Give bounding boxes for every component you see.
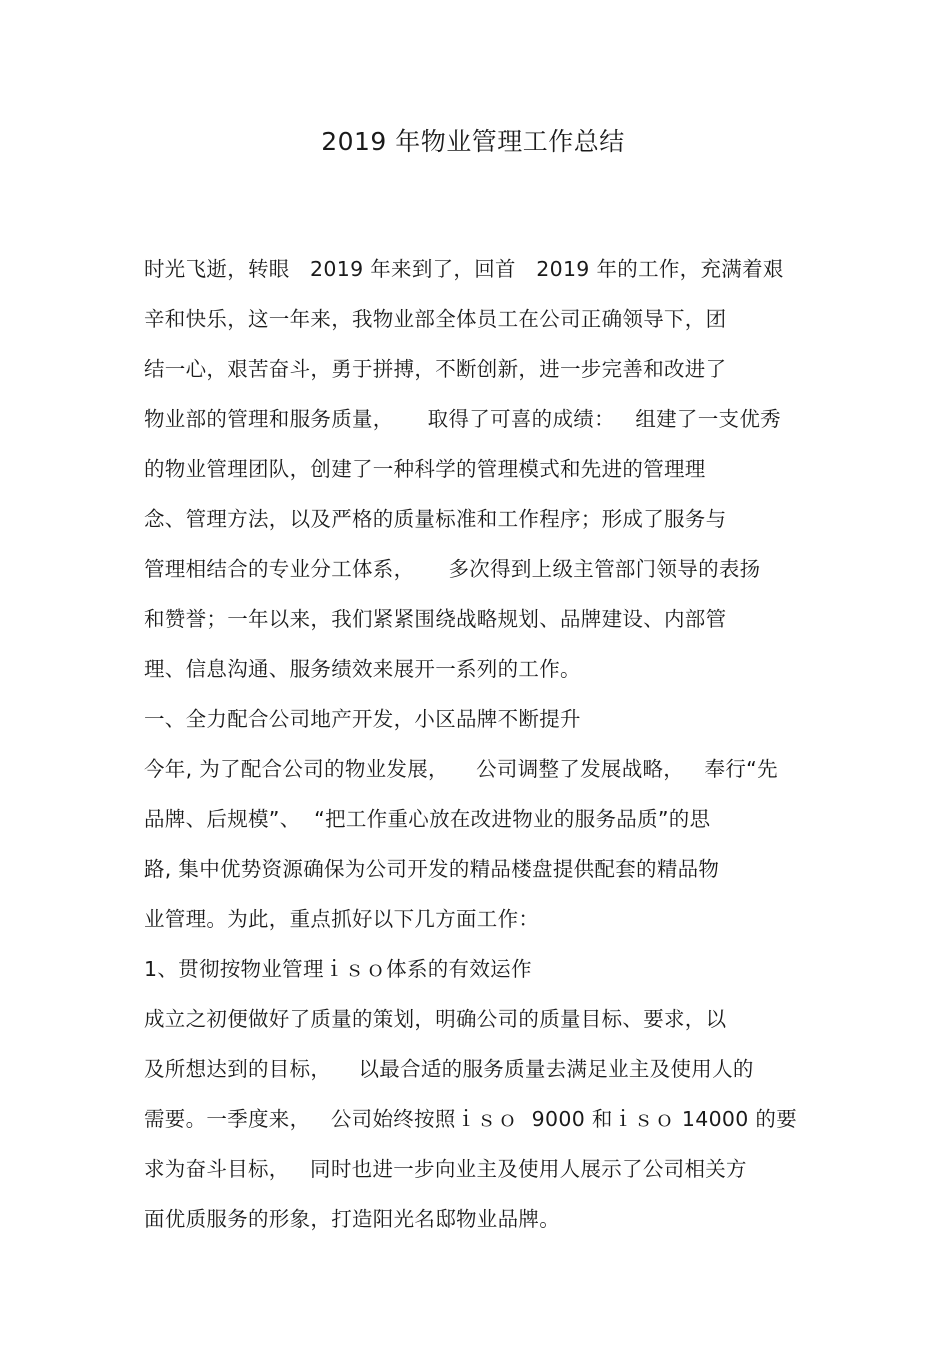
paragraph-line: 理、信息沟通、服务绩效来展开一系列的工作。: [144, 657, 581, 681]
document-title: 2019 年物业管理工作总结: [321, 127, 625, 156]
paragraph-line: 品牌、后规模”、 “把工作重心放在改进物业的服务品质”的思: [144, 807, 711, 831]
paragraph-line: 成立之初便做好了质量的策划，明确公司的质量目标、要求，以: [144, 1007, 727, 1031]
paragraph-line: 今年, 为了配合公司的物业发展， 公司调整了发展战略， 奉行“先: [144, 757, 778, 781]
paragraph-line: 需要。一季度来， 公司始终按照ｉｓｏ 9000 和ｉｓｏ 14000 的要: [144, 1107, 798, 1131]
section-heading: 一、全力配合公司地产开发，小区品牌不断提升: [144, 707, 581, 731]
paragraph-line: 物业部的管理和服务质量， 取得了可喜的成绩： 组建了一支优秀: [144, 407, 781, 431]
document-body: [144, 248, 844, 1248]
subsection-heading: 1、贯彻按物业管理ｉｓｏ体系的有效运作: [144, 957, 532, 981]
paragraph-line: 路, 集中优势资源确保为公司开发的精品楼盘提供配套的精品物: [144, 857, 720, 881]
paragraph-line: 面优质服务的形象，打造阳光名邸物业品牌。: [144, 1207, 560, 1231]
paragraph-line: 时光飞逝，转眼 2019 年来到了，回首 2019 年的工作，充满着艰: [144, 257, 784, 281]
paragraph-line: 求为奋斗目标， 同时也进一步向业主及使用人展示了公司相关方: [144, 1157, 747, 1181]
paragraph-line: 辛和快乐，这一年来，我物业部全体员工在公司正确领导下，团: [144, 307, 727, 331]
paragraph-line: 和赞誉；一年以来，我们紧紧围绕战略规划、品牌建设、内部管: [144, 607, 727, 631]
paragraph-line: 管理相结合的专业分工体系， 多次得到上级主管部门领导的表扬: [144, 557, 761, 581]
paragraph-line: 念、管理方法，以及严格的质量标准和工作程序；形成了服务与: [144, 507, 727, 531]
paragraph-line: 业管理。为此，重点抓好以下几方面工作：: [144, 907, 540, 931]
paragraph-line: 结一心，艰苦奋斗，勇于拼搏，不断创新，进一步完善和改进了: [144, 357, 727, 381]
paragraph-line: 的物业管理团队，创建了一种科学的管理模式和先进的管理理: [144, 457, 706, 481]
paragraph-line: 及所想达到的目标， 以最合适的服务质量去满足业主及使用人的: [144, 1057, 754, 1081]
